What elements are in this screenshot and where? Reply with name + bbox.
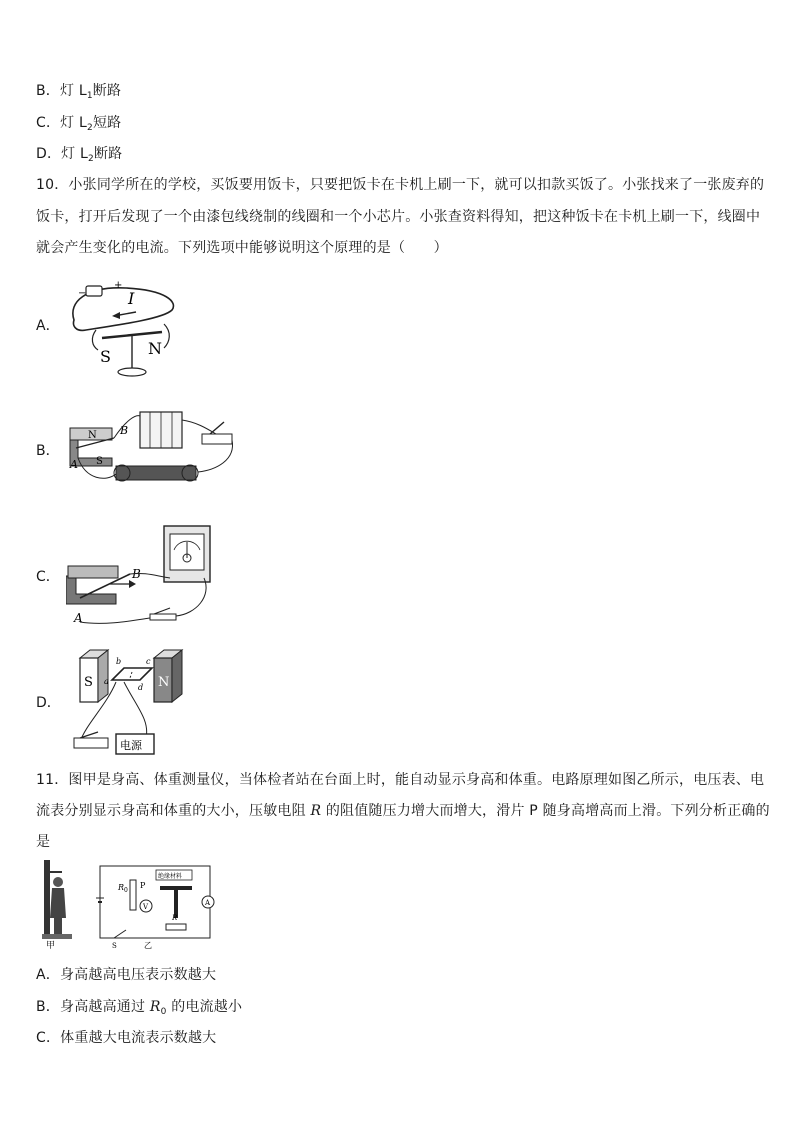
figure-yi-label: 乙	[144, 941, 152, 950]
south-pole-label: S	[84, 675, 93, 690]
person-head	[53, 877, 63, 887]
q10-stem-line-1: 10．小张同学所在的学校，买饭要用饭卡，只要把饭卡在卡机上刷一下，就可以扣款买饭了。小张找来了一张废弃的	[36, 177, 765, 193]
pressure-resistor	[166, 924, 186, 930]
south-pole-label: S	[96, 456, 103, 467]
corner-a-label: a	[104, 677, 109, 686]
q11-option-a: A．身高越高电压表示数越大	[36, 967, 217, 983]
current-label: I	[128, 289, 135, 308]
coil-frame	[112, 668, 152, 680]
north-pole-label: N	[158, 675, 170, 690]
q10-figure-a-oersted	[66, 276, 186, 382]
q10-figure-c-induction	[66, 522, 216, 630]
q10-option-b-label: B．	[36, 443, 60, 459]
point-b-label: B	[120, 424, 129, 437]
minus-sign: −	[78, 288, 87, 299]
q9-option-d: D．灯 $L_2$断路	[36, 146, 123, 164]
slider-p-label: P	[140, 881, 146, 890]
circuit-frame	[100, 866, 210, 938]
arrowhead-icon	[129, 580, 136, 588]
r0-resistor	[130, 880, 136, 910]
corner-b-label: b	[116, 657, 122, 666]
r0-label: R	[118, 883, 125, 892]
q10-option-a-label: A．	[36, 318, 60, 334]
q10-stem-line-2: 饭卡，打开后发现了一个由漆包线绕制的线圈和一个小芯片。小张查资料得知，把这种饭卡在卡机上刷一下，线圈中	[36, 209, 761, 225]
arrowhead-icon	[112, 312, 120, 319]
point-a-label: A	[74, 611, 83, 625]
person-body	[50, 888, 66, 934]
pressure-resistor-label: R	[172, 914, 178, 922]
corner-c-label: c	[146, 657, 151, 666]
north-pole-label: N	[88, 430, 97, 441]
north-pole-label: N	[148, 339, 162, 358]
q10-figure-b-motor	[66, 400, 238, 496]
plus-sign: +	[114, 280, 123, 291]
insulating-material-label: 绝缘材料	[158, 873, 183, 880]
switch-lever	[154, 608, 170, 614]
point-a-label: A	[70, 458, 78, 471]
rotation-axis	[130, 672, 132, 678]
q9-option-b: B．灯 $L_1$断路	[36, 83, 122, 101]
rotation-arrow-left	[92, 330, 98, 350]
q11-stem-line-2: 流表分别显示身高和体重的大小，压敏电阻 R 的阻值随压力增大而增大，滑片 P 随身高增高而上滑。下列分析正确的	[36, 803, 770, 819]
q10-option-c-label: C．	[36, 569, 60, 585]
switch-s	[114, 930, 126, 938]
q10-option-d-label: D．	[36, 695, 61, 711]
magnet-top	[68, 566, 118, 578]
point-b-label: B	[132, 567, 141, 581]
switch-base	[150, 614, 176, 620]
q10-figure-d-coil-in-field	[66, 646, 192, 758]
q11-figure-height-weight-meter	[36, 858, 216, 950]
power-source-label: 电源	[120, 739, 142, 752]
switch-base	[74, 738, 108, 748]
scale-platform	[42, 934, 72, 939]
q10-stem-line-3: 就会产生变化的电流。下列选项中能够说明这个原理的是（ ）	[36, 240, 448, 256]
horseshoe-magnet	[66, 576, 116, 604]
stand-base	[118, 368, 146, 376]
figure-jia-label: 甲	[46, 941, 56, 950]
r0-subscript: 0	[124, 887, 128, 894]
switch-s-label: S	[112, 942, 117, 950]
switch-base	[202, 434, 232, 444]
q11-stem-line-3: 是	[36, 834, 51, 850]
q11-option-b: B．身高越高通过 $R_0$ 的电流越小	[36, 999, 243, 1017]
south-pole-label: S	[100, 347, 111, 366]
q11-stem-line-1: 11．图甲是身高、体重测量仪，当体检者站在台面上时，能自动显示身高和体重。电路原理如图乙所示，电压表、电	[36, 772, 765, 788]
corner-d-label: d	[138, 683, 144, 692]
q9-option-c: C．灯 $L_2$短路	[36, 115, 122, 133]
rotation-arrow-right	[164, 324, 169, 348]
battery-icon	[86, 286, 102, 296]
voltmeter-label: V	[143, 903, 149, 911]
q11-option-c: C．体重越大电流表示数越大	[36, 1030, 217, 1046]
ammeter-label: A	[205, 899, 211, 907]
